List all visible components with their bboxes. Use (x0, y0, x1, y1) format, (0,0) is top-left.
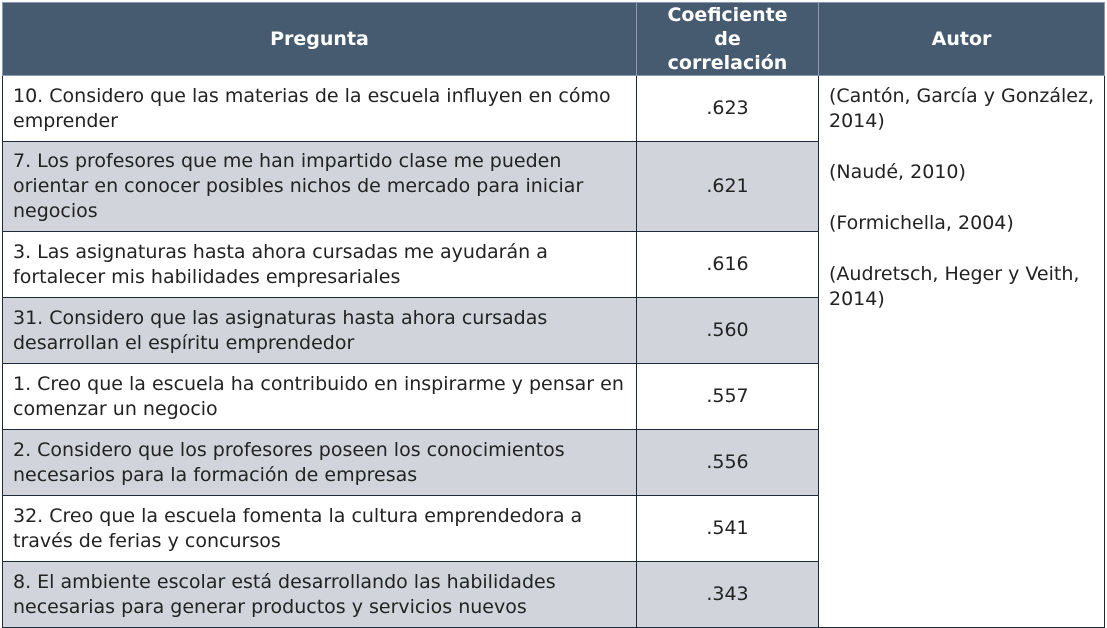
question-cell: 31. Considero que las asignaturas hasta ahora cursadas desarrollan el espíritu emprendedor (3, 298, 637, 364)
correlation-table (2, 2, 1105, 628)
coefficient-cell: .557 (637, 364, 819, 430)
question-cell: 2. Considero que los profesores poseen los conocimientos necesarios para la formación de empresas (3, 430, 637, 496)
table-row (3, 76, 1105, 142)
header-row (3, 3, 1105, 76)
coefficient-cell: .616 (637, 232, 819, 298)
question-cell: 7. Los profesores que me han impartido clase me pueden orientar en conocer posibles nichos de mercado para iniciar negocios (3, 142, 637, 232)
coefficient-cell: .623 (637, 76, 819, 142)
author-citation: (Audretsch, Heger y Veith, 2014) (829, 263, 1080, 310)
question-cell: 32. Creo que la escuela fomenta la cultura emprendedora a través de ferias y concursos (3, 496, 637, 562)
author-citation: (Cantón, García y González, 2014) (829, 85, 1094, 132)
author-citation: (Formichella, 2004) (829, 212, 1014, 234)
header-coeficiente: Coeficiente de correlación (637, 3, 819, 76)
coefficient-cell: .556 (637, 430, 819, 496)
header-pregunta: Pregunta (3, 3, 637, 76)
author-citation: (Naudé, 2010) (829, 161, 966, 183)
header-autor: Autor (819, 3, 1105, 76)
author-cell (819, 76, 1105, 628)
question-cell: 10. Considero que las materias de la escuela influyen en cómo emprender (3, 76, 637, 142)
coefficient-cell: .621 (637, 142, 819, 232)
question-cell: 8. El ambiente escolar está desarrollando las habilidades necesarias para generar productos y servicios nuevos (3, 562, 637, 628)
question-cell: 1. Creo que la escuela ha contribuido en inspirarme y pensar en comenzar un negocio (3, 364, 637, 430)
coefficient-cell: .541 (637, 496, 819, 562)
coefficient-cell: .560 (637, 298, 819, 364)
coefficient-cell: .343 (637, 562, 819, 628)
question-cell: 3. Las asignaturas hasta ahora cursadas me ayudarán a fortalecer mis habilidades empresariales (3, 232, 637, 298)
